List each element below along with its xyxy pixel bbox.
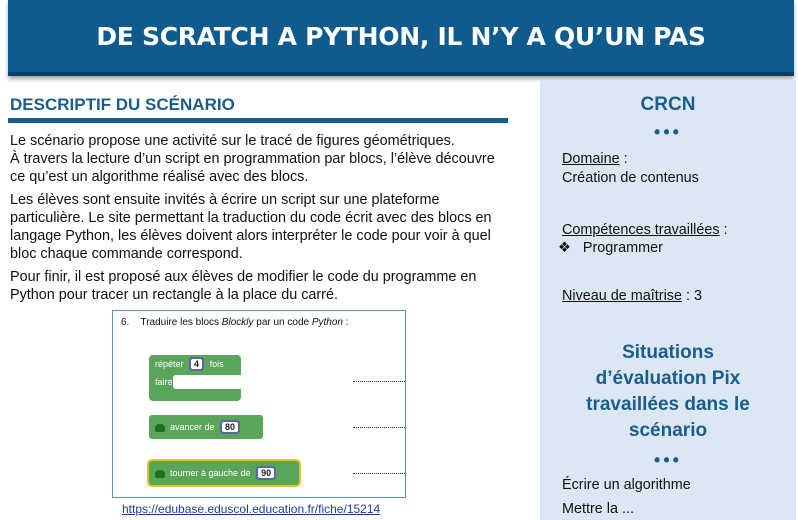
caption-python: Python [311,317,343,328]
domaine-label: Domaine [562,151,620,167]
caption-text-2: par un code [253,317,312,328]
crcn-sidebar [540,80,796,520]
crcn-title: CRCN [640,94,696,115]
niveau-value: 3 [693,288,702,304]
paragraph-2: Les élèves sont ensuite invités à écrire un script sur une plateforme particulière. Le site permettant la traduction du code écrit avec des blocs en langage Python, les élèves doivent alors interpréter le code pour voir à quel bloc chaque commande correspond. [10,192,492,262]
crcn-dots: ••• [654,122,682,142]
competences-sep: : [719,222,728,238]
diamond-bullet-icon: ❖ [558,240,571,256]
domaine-value: Création de contenus [562,170,699,186]
repeat-value: 4 [191,359,202,369]
pix-dots: ••• [654,450,682,470]
turn-value: 90 [258,468,274,478]
domaine-line [540,151,796,167]
turtle-icon [155,470,165,478]
repeat-suffix: fois [209,359,224,369]
forward-block [149,415,263,439]
forward-value: 80 [222,422,238,432]
caption-text-1: Traduire les blocs [140,317,222,328]
domaine-sep: : [619,151,628,167]
pix-title-line-2: d’évaluation Pix [595,368,741,389]
caption-number: 6. [121,317,130,328]
caption-text-3: : [343,317,349,328]
pix-title [540,340,796,444]
descriptif-section [8,92,510,309]
paragraph-1 [10,132,510,186]
turtle-icon [155,424,165,432]
section-divider [8,118,508,123]
competences-label: Compétences travaillées [562,222,720,238]
turn-value-slot [256,466,276,480]
answer-line-1 [353,381,405,382]
page-title: DE SCRATCH A PYTHON, IL N’Y A QU’UN PAS [96,21,706,51]
answer-line-3 [353,473,405,474]
caption-blockly: Blockly [221,317,254,328]
pix-item-2: Mettre la ... [562,501,634,517]
source-link[interactable]: https://edubase.eduscol.education.fr/fiche/15214 [122,502,381,516]
pix-title-line-1: Situations [622,342,714,363]
niveau-label: Niveau de maîtrise [562,288,682,304]
pix-title-line-4: scénario [628,420,708,441]
figure-caption [121,317,349,328]
competence-item [540,240,796,256]
repeat-value-slot [189,357,204,371]
niveau-line [540,288,796,304]
turn-left-block [149,461,299,485]
paragraph-1a: Le scénario propose une activité sur le tracé de figures géométriques. [10,133,455,149]
niveau-sep: : [681,288,694,304]
paragraph-3: Pour finir, il est proposé aux élèves de modifier le code du programme en Python pour tracer un rectangle à la place du carré. [10,269,477,303]
turn-label: tourner à gauche de [170,468,251,478]
competences-line [540,222,796,238]
competence-text: Programmer [582,240,663,256]
blockly-figure [112,310,406,498]
pix-item-1: Écrire un algorithme [562,477,691,493]
pix-title-line-3: travaillées dans le [586,394,750,415]
repeat-do: faire [155,377,173,387]
descriptif-body [8,132,510,304]
answer-line-2 [353,427,405,428]
repeat-block-mouth [173,375,243,389]
forward-label: avancer de [170,422,215,432]
title-banner [8,0,794,76]
paragraph-1b: À travers la lecture d’un script en programmation par blocs, l’élève découvre ce qu’est un algorithme réalisé avec des blocs. [10,151,495,185]
forward-value-slot [220,420,240,434]
repeat-label: répéter [155,359,184,369]
section-title: DESCRIPTIF DU SCÉNARIO [10,95,235,114]
